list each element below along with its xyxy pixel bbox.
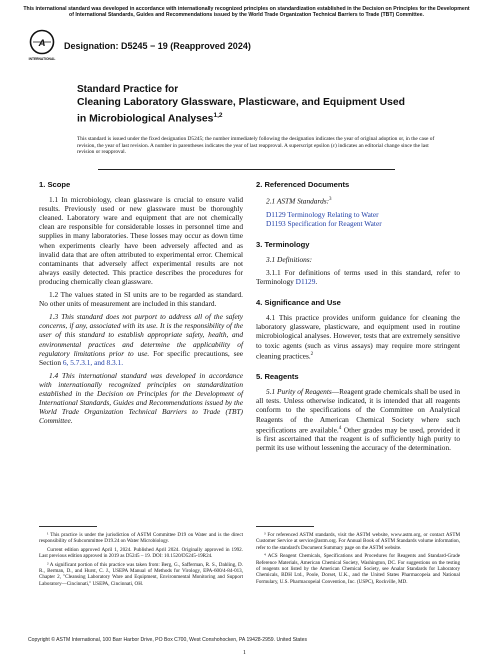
- ref-title-d1193[interactable]: Specification for Reagent Water: [285, 218, 382, 228]
- footnote-ref-4: 4: [338, 425, 342, 431]
- section-links[interactable]: 6, 5.7.3.1, and 8.3.1.: [62, 357, 124, 367]
- para-1-3: [39, 312, 243, 367]
- scope-heading: 1. Scope: [39, 180, 71, 189]
- left-column: [39, 180, 243, 429]
- document-title: [77, 97, 417, 126]
- ref-code-d1129[interactable]: D1129: [266, 209, 286, 219]
- footnote-rule-right: [256, 526, 314, 527]
- ref-code-d1193[interactable]: D1193: [266, 218, 286, 228]
- astm-standards-label: [256, 195, 460, 206]
- para-5-1-text: —Reagent grade chemicals shall be used in all tests. Unless otherwise indicated, it is intended that all reagents conform to the specifications of the Committee on Analytical Reagents of the American Chemical Society where such specifications are available.: [256, 387, 460, 435]
- footnote-3: ³ For referenced ASTM standards, visit the ASTM website, www.astm.org, or contact ASTM Customer Service at service@astm.org. For Annual Book of ASTM Standards volume information, refer to the standard's Document Summary page on the ASTM website.: [256, 532, 460, 551]
- para-1-3-italic: 1.3 This standard does not purport to address all of the safety concerns, if any, associated with its use. It is the responsibility of the user of this standard to establish appropriate safety, health, and environmental practices and determine the applicability of regulatory limitations prior to use.: [39, 312, 243, 358]
- para-5-1-lead: 5.1 Purity of Reagents: [266, 387, 332, 397]
- designation: Designation: D5245 − 19 (Reapproved 2024): [64, 41, 251, 51]
- footnote-4: ⁴ ACS Reagent Chemicals, Specifications and Procedures for Reagents and Standard-Grade Reference Materials, American Chemical Society, Washington, DC. For suggestions on the testing of reagents not listed by the American Chemical Society, see Analar Standards for Laboratory Chemicals, BDH Ltd., Poole, Dorset, U.K., and the United States Pharmacopeia and National Formulary, U.S. Pharmacopeial Convention, Inc. (USPC), Rockville, MD.: [256, 553, 460, 585]
- footnotes-right: [256, 532, 460, 587]
- terminology-heading: 3. Terminology: [256, 239, 310, 249]
- right-column: [256, 180, 460, 456]
- significance-heading: 4. Significance and Use: [256, 298, 341, 308]
- reference-d1193[interactable]: [256, 219, 460, 228]
- para-4-1-text: 4.1 This practice provides uniform guidance for cleaning the laboratory glassware, plasticware, and equipment used in routine microbiological analyses. However, tests that are extremely sensitive to toxic agents (such as virus assays) may require more stringent cleaning practices.: [256, 313, 460, 361]
- para-3-1: 3.1 Definitions:: [266, 254, 313, 264]
- logo-text: INTERNATIONAL: [28, 57, 56, 61]
- astm-logo: [28, 29, 56, 63]
- standard-type: Standard Practice for: [77, 84, 179, 95]
- footnote-2: ² A significant portion of this practice was taken from: Berg, G., Safferman, R. S., Dahling, D. R., Berman, D., and Hurst, C. J., USEPA Manual of Methods for Virology, EPA-600/4-84-013, Chapter 2, "Cleansing Laboratory Ware and Equipment, Environmental Monitoring and Support Laboratory—Cincinnati," USEPA, Cincinnati, OH.: [39, 561, 243, 587]
- footnote-rule-left: [39, 526, 97, 527]
- top-note: This international standard was developed in accordance with internationally recognized principles on standardization established in the Decision on Principles for the Development of International Standards, Guides and Recommendations issued by the World Trade Organization Technical Barriers to Trade (TBT) Committee.: [23, 6, 470, 19]
- title-text: Cleaning Laboratory Glassware, Plasticware, and Equipment Used in Microbiological Analyses: [77, 97, 405, 125]
- svg-text:A: A: [38, 38, 46, 49]
- reference-d1129[interactable]: [256, 210, 460, 219]
- para-5-1-text-b: Other grades may be used, provided it is first ascertained that the reagent is of sufficiently high purity to permit its use without lessening the accuracy of the determination.: [256, 425, 460, 453]
- para-1-3-tail: For specific precautions, see Section: [39, 348, 243, 367]
- para-1-1: 1.1 In microbiology, clean glassware is crucial to ensure valid results. Previously used or new glassware must be thoroughly cleaned. Laboratory ware and equipment that are not chemically clean are responsible for considerable losses in personnel time and supplies in many laboratories. These losses may occur as down time when experiments clearly have been adversely affected and as invalid data that are often attributed to experimental error. Chemical contaminants that adversely affect experimental results are not always easily detected. This practice describes the procedures for producing chemically clean glassware.: [39, 195, 243, 286]
- issue-note: This standard is issued under the fixed designation D5245; the number immediately following the designation indicates the year of original adoption or, in the case of revision, the year of last revision. A number in parentheses indicates the year of last reapproval. A superscript epsilon (ε) indicates an editorial change since the last revision or reapproval.: [77, 136, 435, 156]
- footnote-ref-3: 3: [329, 197, 332, 203]
- para-1-2: 1.2 The values stated in SI units are to be regarded as standard. No other units of measurement are included in this standard.: [39, 290, 243, 309]
- copyright-line: Copyright © ASTM International, 100 Barr Harbor Drive, PO Box C700, West Conshohocken, PA 19428-2959. United States: [28, 637, 308, 643]
- reagents-heading: 5. Reagents: [256, 372, 299, 382]
- header-rule: [98, 169, 395, 170]
- astm-standards-text: 2.1 ASTM Standards:: [266, 196, 330, 206]
- para-3-1-1: 3.1.1 For definitions of terms used in this standard, refer to Terminology D1129.: [256, 268, 460, 287]
- page-number: 1: [243, 650, 246, 656]
- para-4-1: [256, 313, 460, 360]
- title-superscript: 1,2: [213, 111, 223, 119]
- footnote-1: ¹ This practice is under the jurisdiction of ASTM Committee D19 on Water and is the direct responsibility of Subcommittee D19.24 on Water Microbiology.: [39, 532, 243, 545]
- para-1-4: 1.4 This international standard was developed in accordance with internationally recognized principles on standardization established in the Decision on Principles for the Development of International Standards, Guides and Recommendations issued by the World Trade Organization Technical Barriers to Trade (TBT) Committee.: [39, 370, 243, 426]
- ref-title-d1129[interactable]: Terminology Relating to Water: [285, 209, 379, 219]
- para-3-1-1-text: 3.1.1 For definitions of terms used in this standard, refer to Terminology: [256, 268, 460, 287]
- referenced-documents-heading: 2. Referenced Documents: [256, 180, 350, 189]
- terminology-link-d1129[interactable]: D1129: [295, 277, 316, 287]
- para-5-1: [256, 387, 460, 452]
- footnotes-left: [39, 532, 243, 589]
- footnote-1b: Current edition approved April 1, 2024. Published April 2024. Originally approved in 1992. Last previous edition approved in 2019 as D5245 – 19. DOI: 10.1520/D5245-19R24.: [39, 546, 243, 560]
- footnote-ref-2: 2: [310, 351, 314, 357]
